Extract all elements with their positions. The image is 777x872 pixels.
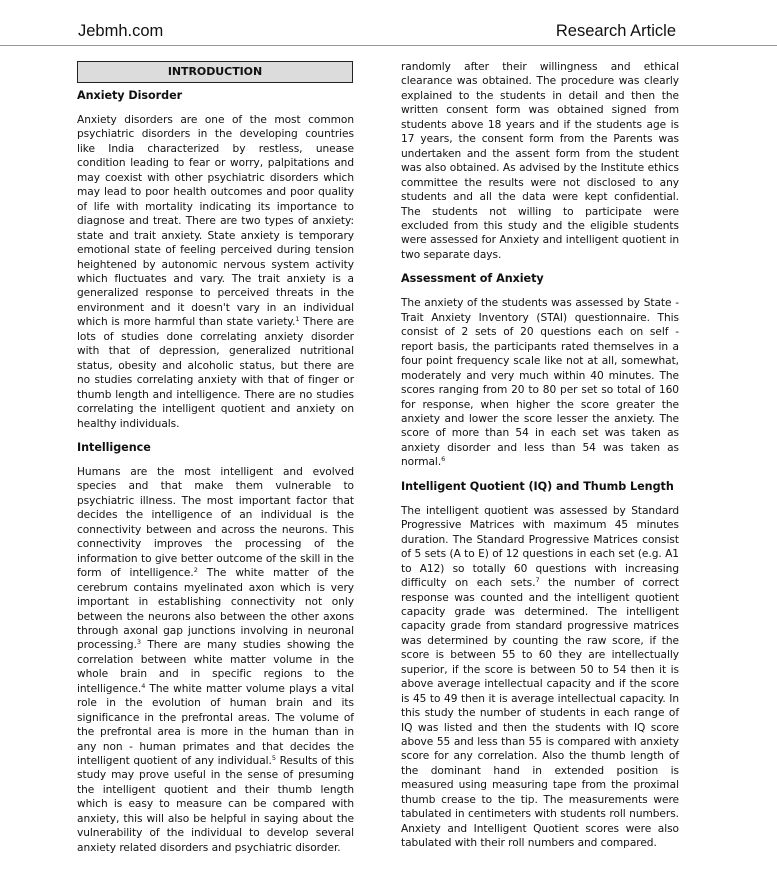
header-divider [0,45,777,46]
intel-text-part-5: Results of this study may prove useful in the sense of presuming the intelligent quotient and their thumb length which is easy to measure can be compared with anxiety, this will also be helpful in saying about the vulnerability of the individual to develop several anxiety related disorders and psychiatric disorder. [77,755,354,854]
assessment-of-anxiety-heading: Assessment of Anxiety [401,272,544,286]
anxiety-disorder-heading: Anxiety Disorder [77,89,183,102]
page-header [78,18,676,44]
right-column [401,60,679,851]
citation-ref-6: 6 [441,455,446,464]
procedure-paragraph: randomly after their willingness and ethical clearance was obtained. The procedure was clearly explained to the students in detail and then the written consent form was obtained signed from students above 18 years and if the students age is 17 years, the consent form from the Parents was undertaken and the assent form from the student was also obtained. As advised by the Institute ethics committee the results were not disclosed to any students and all the data were kept confidential. The students not willing to participate were excluded from this study and the eligible students were assessed for Anxiety and intelligent quotient in two separate days. [401,61,679,261]
intel-text-part-1: Humans are the most intelligent and evolved species and that make them vulnerable to psychiatric illness. The most important factor that decides the intelligence of an individual is the connectivity between and across the neurons. This connectivity improves the processing of the information to give better outcome of the skill in the form of intelligence. [77,465,354,580]
citation-ref-7: 7 [535,576,540,585]
intel-text-part-3: There are many studies showing the correlation between white matter volume in the whole brain and in specific regions to the intelligence. [77,639,354,695]
anxiety-disorder-paragraph [77,113,354,431]
citation-ref-1: 1 [295,315,300,324]
iq-text-part-1: The intelligent quotient was assessed by Standard Progressive Matrices with maximum 45 minutes duration. The Standard Progressive Matrices consist of 5 sets (A to E) of 12 questions in each set (e.g. A1 to A12) so totally 60 questions with increasing difficulty on each sets. [401,504,679,590]
citation-ref-2: 2 [193,566,198,575]
intel-text-part-4: The white matter volume plays a vital role in the evolution of human brain and its significance in the prefrontal areas. The volume of the prefrontal area is more in the human than in any non - human primates and that decides the intelligent quotient of any individual. [77,682,354,768]
anxiety-text-part-2: There are lots of studies done correlating anxiety disorder with that of depression, generalized nutritional status, obesity and alcoholic status, but there are no studies correlating anxiety with that of finger or thumb length and intelligence. There are no studies correlating the intelligent quotient and anxiety on healthy individuals. [77,316,354,430]
iq-paragraph [401,504,679,851]
intel-text-part-2: The white matter of the cerebrum contains myelinated axon which is very important in establishing connectivity not only between the neurons also between the other axons through axonal gap junctions involving in neuronal processing. [77,567,354,652]
citation-ref-4: 4 [141,681,146,690]
iq-thumb-length-heading: Intelligent Quotient (IQ) and Thumb Length [401,479,674,493]
intelligence-heading: Intelligence [77,440,151,454]
assess-text: The anxiety of the students was assessed by State - Trait Anxiety Inventory (STAI) questionnaire. This consist of 2 sets of 20 questions each on self - report basis, the participants rated themselves in a four point frequency scale like not at all, somewhat, moderately and very much within 40 minutes. The scores ranging from 20 to 80 per set so total of 160 for response, when higher the score greater the anxiety and lower the score lesser the anxiety. The score of more than 54 in each set was taken as anxiety disorder and less than 54 was taken as normal. [401,297,679,469]
citation-ref-3: 3 [136,638,142,647]
left-column [77,60,354,855]
intelligence-paragraph [77,465,354,855]
introduction-section-title: INTRODUCTION [77,61,353,83]
article-type-label: Research Article [555,21,676,40]
assessment-paragraph [401,296,679,469]
journal-site-name: Jebmh.com [78,21,164,40]
anxiety-text-part-1: Anxiety disorders are one of the most common psychiatric disorders in the developing countries like India characterized by restless, unease condition leading to fear or worry, palpitations and may coexist with other psychiatric disorders which may lead to poor health outcomes and poor quality of life with mortality indicating its importance to diagnose and treat. There are two types of anxiety: state and trait anxiety. State anxiety is temporary emotional state of feeling perceived during tension heightened by autonomic nervous system activity which fluctuates and vary. The trait anxiety is a generalized response to perceived threats in the environment and it doesn't vary in an individual which is more harmful than state variety. [77,114,354,329]
citation-ref-5: 5 [271,754,276,763]
iq-text-part-2: the number of correct response was counted and the intelligent quotient capacity grade was determined. The intelligent capacity grade from standard progressive matrices was determined by counting the raw score, if the score is between 55 to 60 they are intellectually superior, if the score is between 50 to 54 then it is above average intellectual capacity and if the score is 45 to 49 then it is average intellectual capacity. In this study the number of students in each range of IQ was listed and then the students with IQ score above 55 and less than 55 is compared with anxiety score for any correlation. Also the thumb length of the dominant hand in extended position is measured using measuring tape from the proximal thumb crease to the tip. The measurements were tabulated in centimeters with students roll numbers. Anxiety and Intelligent Quotient scores were also tabulated with their roll numbers and compared. [401,577,680,850]
